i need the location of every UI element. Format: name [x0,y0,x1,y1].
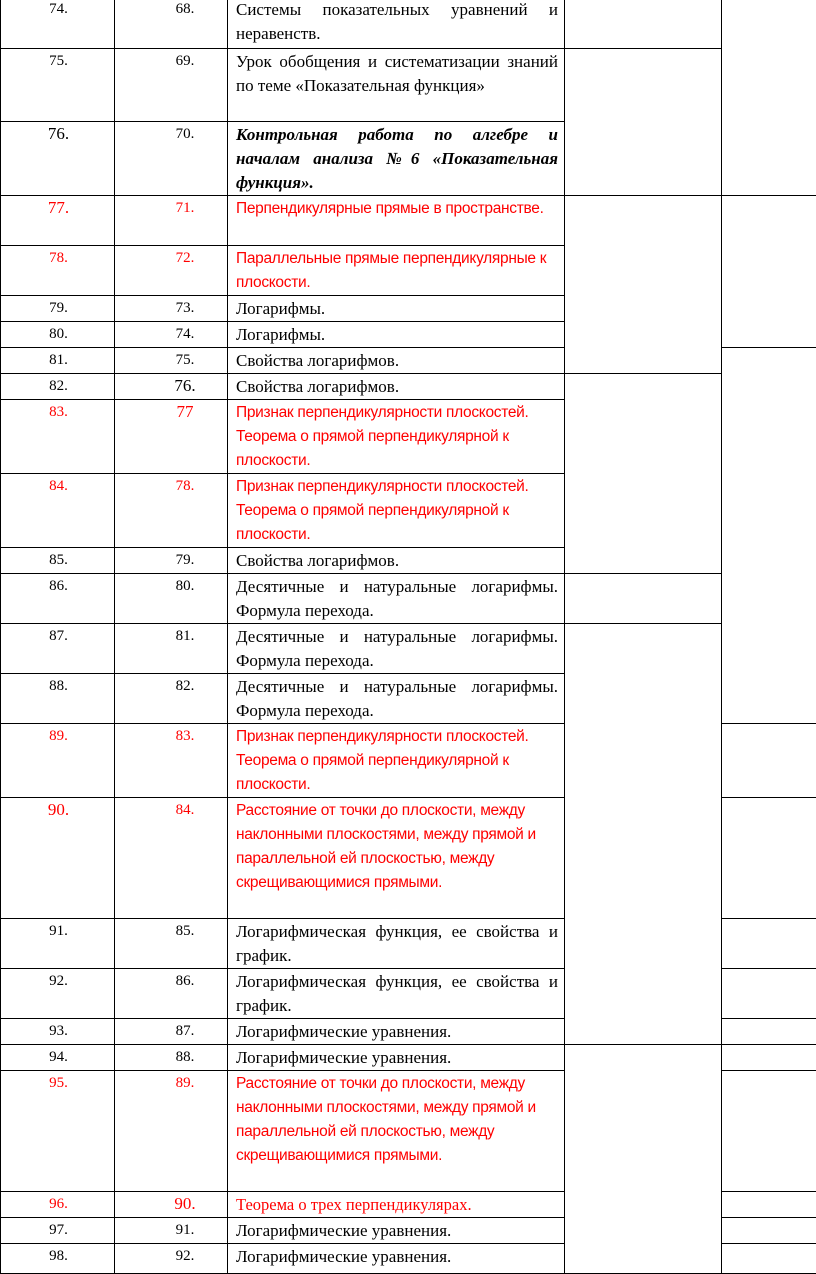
row-number: 96. [1,1192,114,1216]
row-number: 76. [1,122,114,146]
lesson-number: 84. [115,798,227,822]
lesson-number: 74. [115,322,227,346]
row-number: 78. [1,246,114,270]
table-row [1,49,816,122]
table-row [1,624,816,674]
lesson-topic: Параллельные прямые перпендикулярные к плоскости. [228,246,564,295]
lesson-topic: Расстояние от точки до плоскости, между наклонными плоскостями, между прямой и параллельной ей плоскостью, между скрещивающимися прямыми. [228,1071,564,1168]
lesson-number: 85. [115,919,227,943]
blank-cell [722,1071,816,1192]
row-number: 85. [1,548,114,572]
lesson-topic: Логарифмическая функция, ее свойства и график. [228,969,564,1018]
lesson-number: 71. [115,196,227,220]
row-number: 81. [1,348,114,372]
lesson-number: 75. [115,348,227,372]
row-number: 88. [1,674,114,698]
lesson-number: 81. [115,624,227,648]
row-number: 82. [1,374,114,398]
blank-cell [565,0,722,49]
row-number: 86. [1,574,114,598]
lesson-topic: Урок обобщения и систематизации знаний по теме «Показательная функция» [228,49,564,98]
blank-cell [722,1045,816,1071]
blank-cell [722,969,816,1019]
lesson-number: 72. [115,246,227,270]
lesson-number: 77 [115,400,227,424]
table-row [1,374,816,400]
lesson-topic: Признак перпендикулярности плоскостей. Теорема о прямой перпендикулярной к плоскости. [228,400,564,473]
lesson-number: 70. [115,122,227,146]
lesson-number: 76. [115,374,227,398]
blank-cell [565,1045,722,1274]
lesson-topic: Логарифмические уравнения. [228,1019,564,1044]
lesson-number: 88. [115,1045,227,1069]
blank-cell [722,919,816,969]
lesson-topic: Свойства логарифмов. [228,348,564,373]
row-number: 95. [1,1071,114,1095]
row-number: 92. [1,969,114,993]
lesson-number: 73. [115,296,227,320]
lesson-topic: Десятичные и натуральные логарифмы. Формула перехода. [228,624,564,673]
lesson-topic: Системы показательных уравнений и неравенств. [228,0,564,46]
lesson-number: 68. [115,0,227,21]
lesson-number: 86. [115,969,227,993]
table-row [1,574,816,624]
blank-cell [565,574,722,624]
row-number: 97. [1,1218,114,1242]
lesson-number: 69. [115,49,227,73]
blank-cell [565,49,722,196]
row-number: 84. [1,474,114,498]
blank-cell [722,196,816,348]
row-number: 87. [1,624,114,648]
blank-cell [722,0,816,196]
lesson-number: 90. [115,1192,227,1216]
lesson-topic: Логарифмические уравнения. [228,1244,564,1269]
row-number: 90. [1,798,114,822]
table-row [1,196,816,246]
row-number: 74. [1,0,114,21]
blank-cell [722,348,816,724]
lesson-number: 78. [115,474,227,498]
lesson-topic: Логарифмы. [228,322,564,347]
blank-cell [565,196,722,374]
lesson-number: 92. [115,1244,227,1268]
lesson-number: 83. [115,724,227,748]
blank-cell [722,1019,816,1045]
lesson-topic: Признак перпендикулярности плоскостей. Теорема о прямой перпендикулярной к плоскости. [228,724,564,797]
lesson-number: 82. [115,674,227,698]
row-number: 98. [1,1244,114,1268]
row-number: 89. [1,724,114,748]
row-number: 93. [1,1019,114,1043]
lesson-topic: Перпендикулярные прямые в пространстве. [228,196,564,221]
blank-cell [722,1218,816,1244]
blank-cell [565,374,722,574]
blank-cell [722,1244,816,1274]
lesson-topic: Признак перпендикулярности плоскостей. Теорема о прямой перпендикулярной к плоскости. [228,474,564,547]
table-row [1,1045,816,1071]
lesson-topic: Десятичные и натуральные логарифмы. Формула перехода. [228,574,564,623]
blank-cell [722,798,816,919]
lesson-topic: Логарифмическая функция, ее свойства и график. [228,919,564,968]
lesson-number: 89. [115,1071,227,1095]
row-number: 77. [1,196,114,220]
lesson-topic: Свойства логарифмов. [228,374,564,399]
blank-cell [565,624,722,1045]
row-number: 91. [1,919,114,943]
table-row [1,0,816,49]
lesson-topic: Логарифмические уравнения. [228,1045,564,1070]
blank-cell [722,1192,816,1218]
lesson-topic: Десятичные и натуральные логарифмы. Формула перехода. [228,674,564,723]
lesson-topic: Расстояние от точки до плоскости, между наклонными плоскостями, между прямой и параллельной ей плоскостью, между скрещивающимися прямыми. [228,798,564,895]
row-number: 75. [1,49,114,73]
lesson-topic: Свойства логарифмов. [228,548,564,573]
lesson-number: 87. [115,1019,227,1043]
lesson-number: 80. [115,574,227,598]
lesson-number: 79. [115,548,227,572]
lesson-topic: Контрольная работа по алгебре и началам анализа №6 «Показательная функция». [228,122,564,195]
blank-cell [722,724,816,798]
row-number: 80. [1,322,114,346]
row-number: 83. [1,400,114,424]
lesson-topic: Логарифмы. [228,296,564,321]
row-number: 94. [1,1045,114,1069]
lesson-number: 91. [115,1218,227,1242]
lesson-topic: Теорема о трех перпендикулярах. [228,1192,564,1217]
lesson-topic: Логарифмические уравнения. [228,1218,564,1243]
row-number: 79. [1,296,114,320]
